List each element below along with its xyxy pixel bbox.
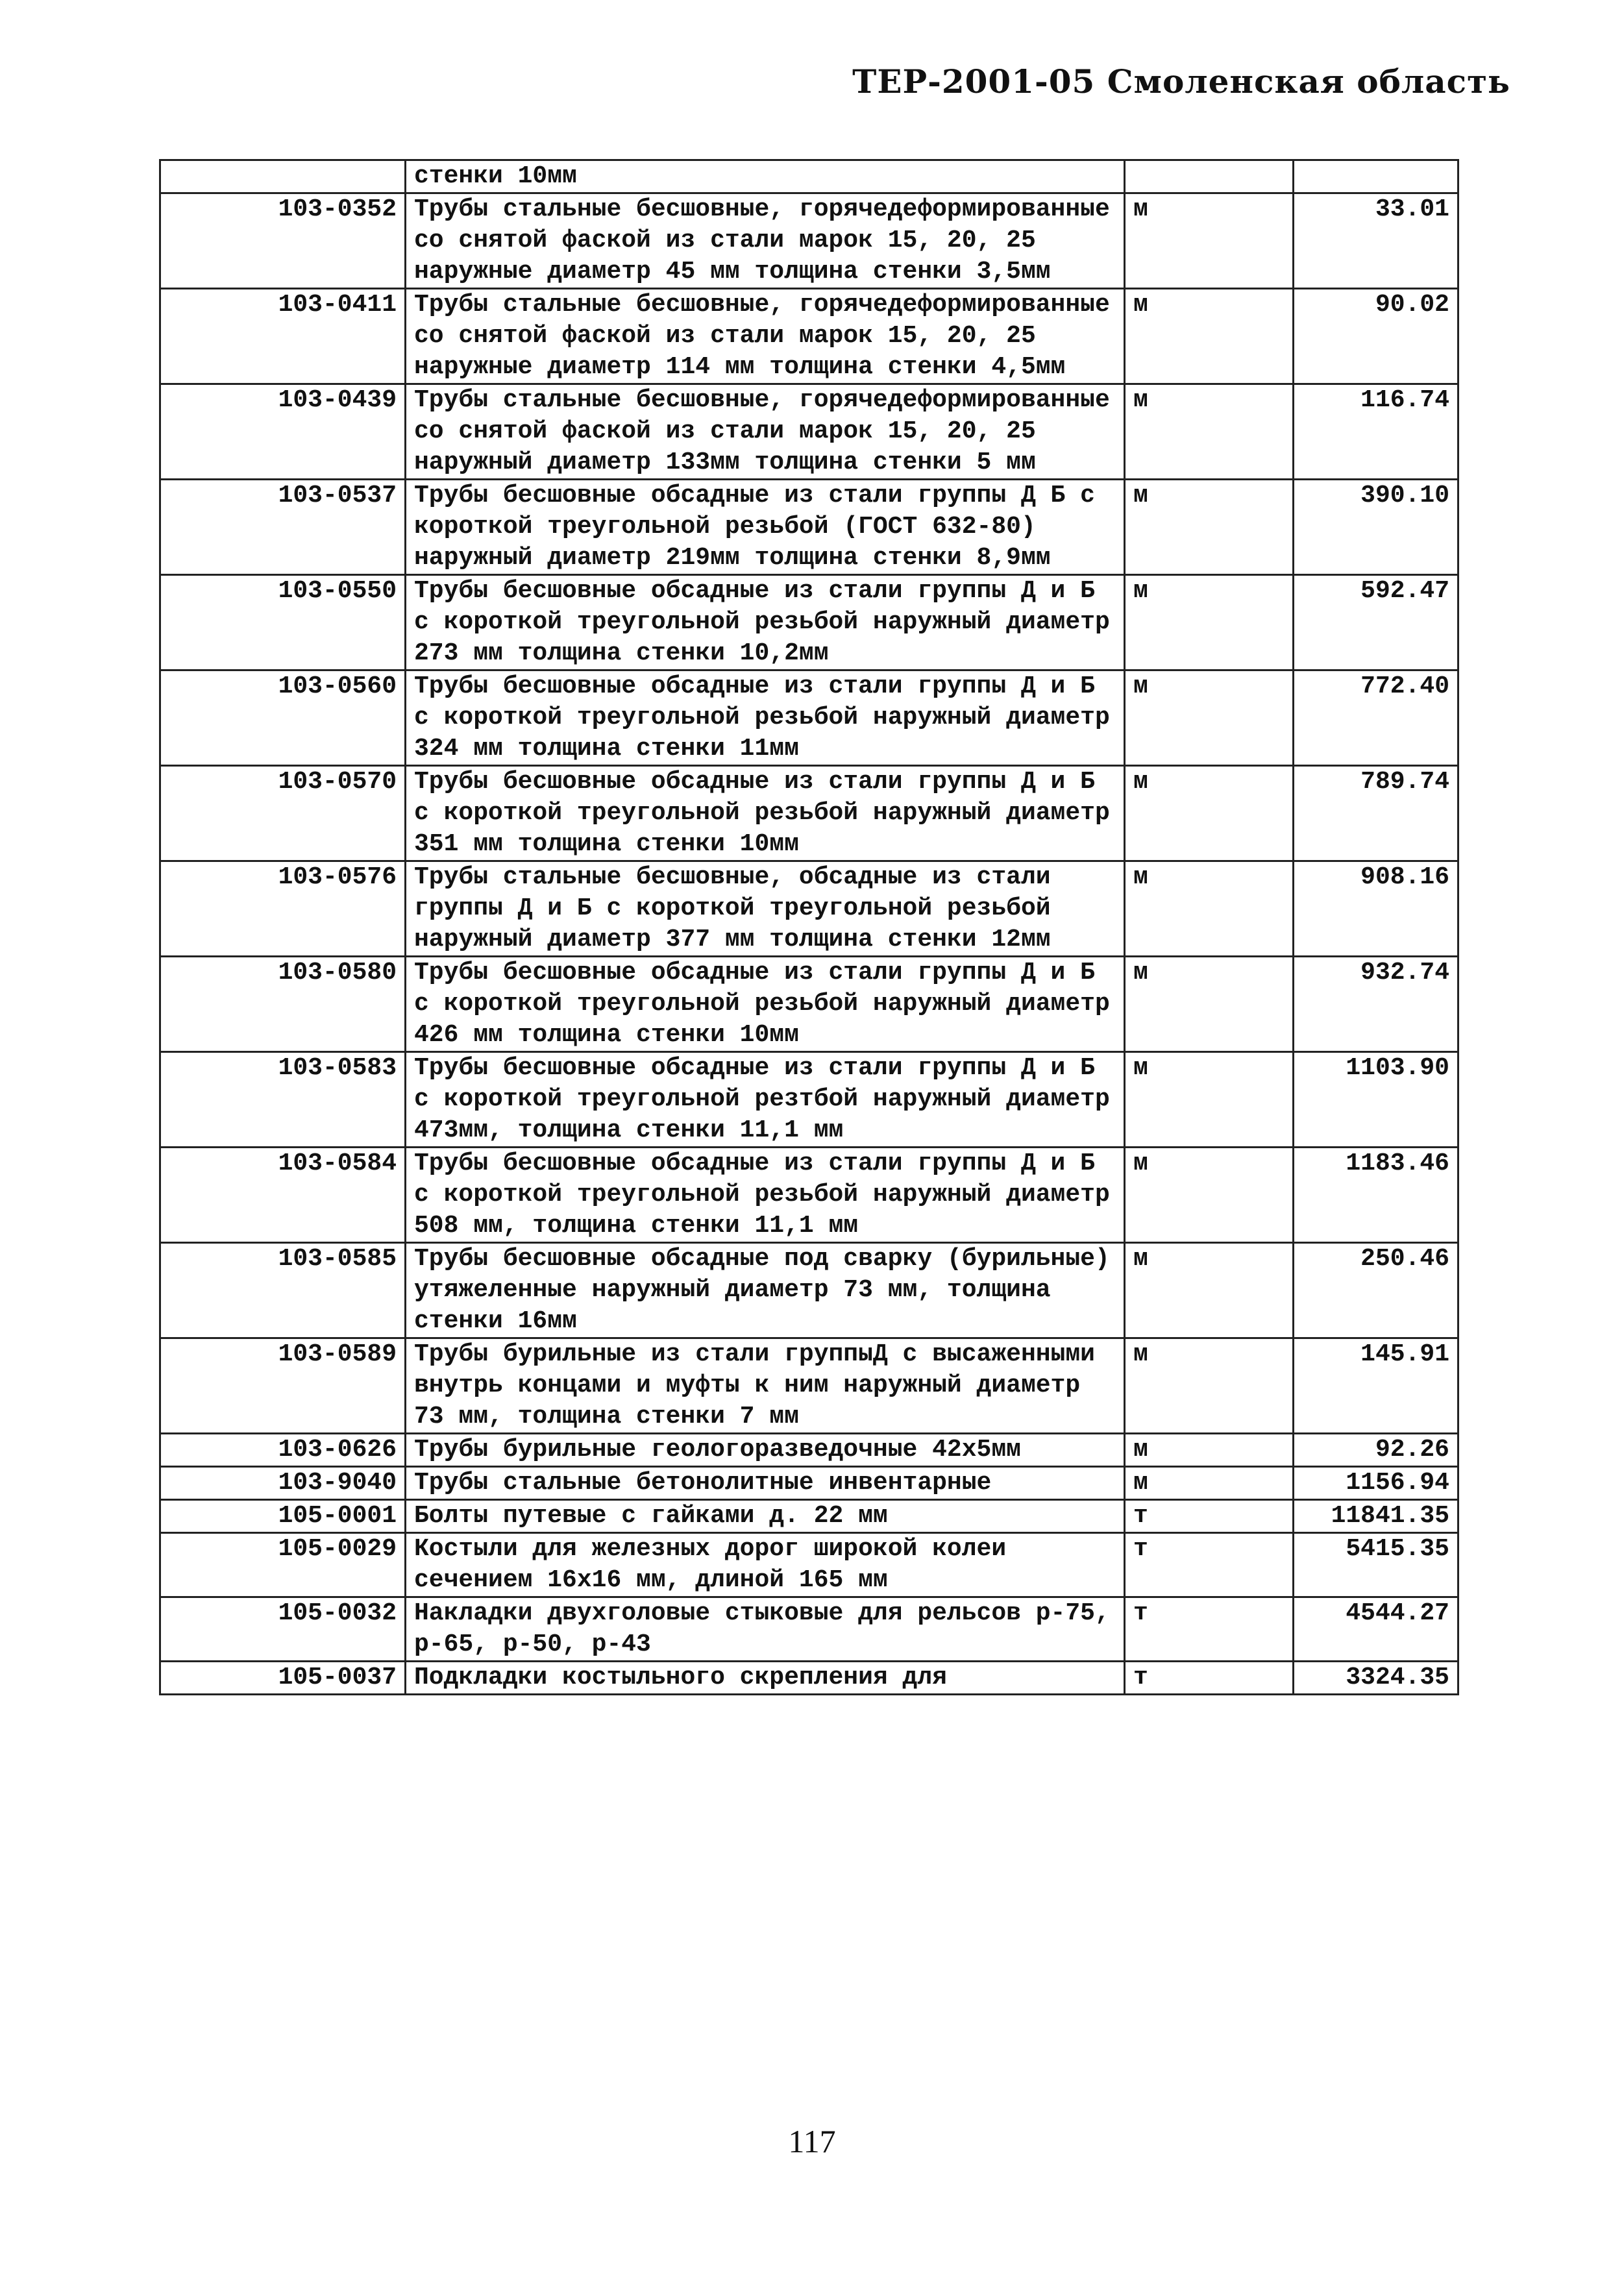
table-row [160, 1533, 1458, 1597]
table-row [160, 384, 1458, 480]
table-row [160, 575, 1458, 670]
cell-price [1294, 160, 1458, 193]
cell-unit: м [1125, 289, 1294, 384]
cell-unit: т [1125, 1662, 1294, 1695]
table-row [160, 289, 1458, 384]
cell-name: Трубы стальные бесшовные, горячедеформированные со снятой фаской из стали марок 15, 20, 25 наружные диаметр 114 мм толщина стенки 4,5мм [406, 289, 1125, 384]
cell-price: 5415.35 [1294, 1533, 1458, 1597]
cell-name: Трубы бесшовные обсадные из стали группы Д и Б с короткой треугольной резьбой наружный диаметр 351 мм толщина стенки 10мм [406, 766, 1125, 861]
cell-code: 103-0537 [160, 480, 406, 575]
cell-code: 103-0583 [160, 1052, 406, 1148]
cell-unit: м [1125, 575, 1294, 670]
cell-unit: м [1125, 1052, 1294, 1148]
cell-unit: м [1125, 1148, 1294, 1243]
cell-price: 33.01 [1294, 193, 1458, 289]
cell-price: 145.91 [1294, 1338, 1458, 1434]
cell-name: Подкладки костыльного скрепления для [406, 1662, 1125, 1695]
cell-unit: м [1125, 861, 1294, 957]
cell-price: 92.26 [1294, 1434, 1458, 1467]
cell-code: 103-0352 [160, 193, 406, 289]
cell-name: Трубы бесшовные обсадные из стали группы Д и Б с короткой треугольной резьбой наружный диаметр 508 мм, толщина стенки 11,1 мм [406, 1148, 1125, 1243]
cell-code: 105-0029 [160, 1533, 406, 1597]
cell-unit: м [1125, 1243, 1294, 1338]
cell-unit: м [1125, 957, 1294, 1052]
cell-unit: м [1125, 766, 1294, 861]
cell-code: 103-0560 [160, 670, 406, 766]
cell-code: 103-0570 [160, 766, 406, 861]
cell-unit: т [1125, 1597, 1294, 1662]
cell-name: Трубы бесшовные обсадные под сварку (бурильные) утяжеленные наружный диаметр 73 мм, толщина стенки 16мм [406, 1243, 1125, 1338]
cell-name: Болты путевые с гайками д. 22 мм [406, 1500, 1125, 1533]
cell-code [160, 160, 406, 193]
cell-unit: т [1125, 1500, 1294, 1533]
cell-name: Трубы бесшовные обсадные из стали группы Д и Б с короткой треугольной резьбой наружный диаметр 324 мм толщина стенки 11мм [406, 670, 1125, 766]
price-table [159, 159, 1459, 1695]
cell-price: 1103.90 [1294, 1052, 1458, 1148]
cell-price: 789.74 [1294, 766, 1458, 861]
cell-code: 103-0585 [160, 1243, 406, 1338]
cell-name: Трубы стальные бесшовные, обсадные из стали группы Д и Б с короткой треугольной резьбой наружный диаметр 377 мм толщина стенки 12мм [406, 861, 1125, 957]
cell-price: 250.46 [1294, 1243, 1458, 1338]
table-row [160, 193, 1458, 289]
cell-price: 908.16 [1294, 861, 1458, 957]
cell-code: 103-0411 [160, 289, 406, 384]
cell-code: 103-0626 [160, 1434, 406, 1467]
cell-price: 772.40 [1294, 670, 1458, 766]
cell-code: 103-0576 [160, 861, 406, 957]
table-row [160, 1243, 1458, 1338]
cell-price: 932.74 [1294, 957, 1458, 1052]
table-row [160, 670, 1458, 766]
cell-name: Трубы бурильные геологоразведочные 42х5мм [406, 1434, 1125, 1467]
cell-unit: м [1125, 193, 1294, 289]
cell-name: Трубы бесшовные обсадные из стали группы Д и Б с короткой треугольной резьбой наружный диаметр 426 мм толщина стенки 10мм [406, 957, 1125, 1052]
cell-code: 105-0001 [160, 1500, 406, 1533]
table-row [160, 1434, 1458, 1467]
cell-unit: м [1125, 1434, 1294, 1467]
cell-unit: м [1125, 1338, 1294, 1434]
table-row [160, 1148, 1458, 1243]
table-row [160, 1338, 1458, 1434]
table-row [160, 1662, 1458, 1695]
cell-unit: м [1125, 480, 1294, 575]
cell-code: 105-0032 [160, 1597, 406, 1662]
table-row [160, 1597, 1458, 1662]
table-row [160, 1467, 1458, 1500]
cell-price: 390.10 [1294, 480, 1458, 575]
cell-name: Костыли для железных дорог широкой колеи сечением 16х16 мм, длиной 165 мм [406, 1533, 1125, 1597]
cell-name: Трубы бурильные из стали группыД с высаженными внутрь концами и муфты к ним наружный диаметр 73 мм, толщина стенки 7 мм [406, 1338, 1125, 1434]
cell-code: 103-0584 [160, 1148, 406, 1243]
cell-code: 103-0580 [160, 957, 406, 1052]
cell-code: 105-0037 [160, 1662, 406, 1695]
page-header-title: ТЕР-2001-05 Смоленская область [852, 62, 1510, 101]
cell-unit: м [1125, 670, 1294, 766]
cell-name: Накладки двухголовые стыковые для рельсов р-75, р-65, р-50, р-43 [406, 1597, 1125, 1662]
table-row [160, 480, 1458, 575]
cell-price: 1183.46 [1294, 1148, 1458, 1243]
cell-name: Трубы бесшовные обсадные из стали группы Д и Б с короткой треугольной резтбой наружный диаметр 473мм, толщина стенки 11,1 мм [406, 1052, 1125, 1148]
table-row [160, 1500, 1458, 1533]
cell-code: 103-9040 [160, 1467, 406, 1500]
cell-name: Трубы стальные бесшовные, горячедеформированные со снятой фаской из стали марок 15, 20, 25 наружные диаметр 45 мм толщина стенки 3,5мм [406, 193, 1125, 289]
cell-price: 116.74 [1294, 384, 1458, 480]
cell-price: 592.47 [1294, 575, 1458, 670]
cell-unit: т [1125, 1533, 1294, 1597]
table-row [160, 1052, 1458, 1148]
cell-price: 11841.35 [1294, 1500, 1458, 1533]
cell-unit [1125, 160, 1294, 193]
cell-name: Трубы стальные бесшовные, горячедеформированные со снятой фаской из стали марок 15, 20, 25 наружный диаметр 133мм толщина стенки 5 мм [406, 384, 1125, 480]
table-row [160, 957, 1458, 1052]
cell-name: Трубы бесшовные обсадные из стали группы Д и Б с короткой треугольной резьбой наружный диаметр 273 мм толщина стенки 10,2мм [406, 575, 1125, 670]
cell-price: 3324.35 [1294, 1662, 1458, 1695]
cell-code: 103-0550 [160, 575, 406, 670]
table-row-continuation [160, 160, 1458, 193]
cell-price: 1156.94 [1294, 1467, 1458, 1500]
table-row [160, 766, 1458, 861]
cell-price: 4544.27 [1294, 1597, 1458, 1662]
cell-code: 103-0439 [160, 384, 406, 480]
page-number: 117 [788, 2123, 836, 2159]
cell-unit: м [1125, 1467, 1294, 1500]
cell-code: 103-0589 [160, 1338, 406, 1434]
cell-unit: м [1125, 384, 1294, 480]
table-row [160, 861, 1458, 957]
cell-name: Трубы бесшовные обсадные из стали группы Д Б с короткой треугольной резьбой (ГОСТ 632-80) наружный диаметр 219мм толщина стенки 8,9мм [406, 480, 1125, 575]
cell-name: стенки 10мм [406, 160, 1125, 193]
cell-price: 90.02 [1294, 289, 1458, 384]
cell-name: Трубы стальные бетонолитные инвентарные [406, 1467, 1125, 1500]
